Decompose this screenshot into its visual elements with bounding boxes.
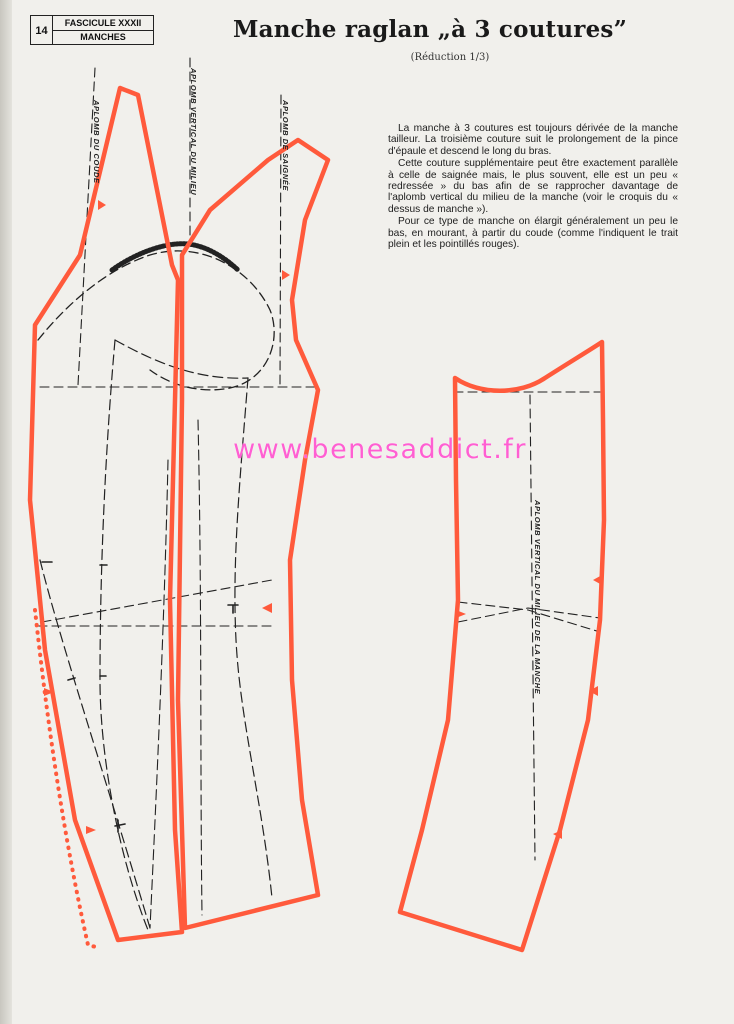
paragraph-2: Cette couture supplémentaire peut être exactement parallèle à celle de saignée mais, le plus souvent, elle est un peu « redressée » du bas afin de se rapprocher davantage de l'aplomb vertical du milieu de la manche (voir le croquis du « dessus de manche »). [388, 158, 678, 215]
page-title: Manche raglan „à 3 coutures” [232, 16, 628, 43]
fascicule-label: FASCICULE XXXII [53, 16, 153, 31]
sleeve-under-piece [30, 88, 182, 940]
page-number: 14 [31, 16, 53, 44]
left-pattern-piece [30, 58, 328, 948]
sleeve-upper-piece [178, 140, 328, 928]
page-subtitle: (Réduction 1/3) [410, 52, 490, 63]
label-aplomb-saignee: APLOMB DE SAIGNÉE [281, 100, 290, 192]
elbow-slant-line [42, 580, 272, 622]
center-fold-line [150, 460, 168, 928]
section-label: MANCHES [80, 32, 126, 42]
right-elbow-line [458, 602, 600, 632]
paragraph-3: Pour ce type de manche on élargit généralement un peu le bas, en mourant, à partir du coude (comme l'indiquent le trait plein et les pointillés rouges). [388, 216, 678, 251]
label-aplomb-coude: APLOMB DU COUDE [92, 100, 101, 184]
sleeve-cap-curve [38, 251, 274, 390]
label-aplomb-vertical-manche: APLOMB VERTICAL DU MILIEU DE LA MANCHE [533, 500, 542, 695]
label-aplomb-vertical-milieu: APLOMB VERTICAL DU MILIEU [189, 68, 198, 196]
paragraph-1: La manche à 3 coutures est toujours dérivée de la manche tailleur. La troisième couture suit le prolongement de la pince d'épaule et descend le long du bras. [388, 123, 678, 157]
front-fold-line [198, 420, 202, 915]
hatched-crown [112, 244, 238, 270]
watermark-text: www.benesaddict.fr [233, 434, 527, 465]
